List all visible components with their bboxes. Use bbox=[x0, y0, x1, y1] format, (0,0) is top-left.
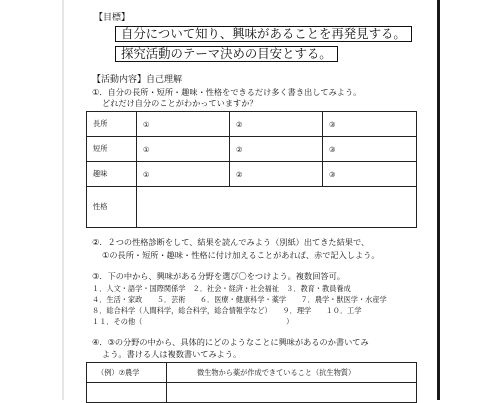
table-row-weaknesses bbox=[87, 137, 417, 162]
q4-line-2: よう。書ける人は複数書いてみよう。 bbox=[102, 349, 242, 359]
hobby-cell-3[interactable]: ③ bbox=[323, 162, 417, 187]
goal-line-1: 自分について知り、興味があることを再発見する。 bbox=[115, 26, 412, 42]
example-field-label: （例）⑦農学 bbox=[87, 363, 167, 383]
strength-cell-2[interactable]: ② bbox=[230, 112, 323, 137]
field-list-line-4: １１．その他（ ） bbox=[92, 317, 294, 326]
q4-line-1: ④．③の分野の中から、具体的にどのようなことに興味があるのか書いてみ bbox=[92, 337, 369, 347]
q1-line-2: どれだけ自分のことがわかっていますか？ bbox=[102, 98, 258, 108]
row-label-strengths: 長所 bbox=[87, 112, 137, 137]
strength-cell-3[interactable]: ③ bbox=[323, 112, 417, 137]
interest-table bbox=[86, 362, 417, 403]
weakness-cell-3[interactable]: ③ bbox=[323, 137, 417, 162]
table-row-hobbies bbox=[87, 162, 417, 187]
hobby-cell-1[interactable]: ① bbox=[137, 162, 230, 187]
activity-heading: 【活動内容】自己理解 bbox=[92, 75, 183, 85]
row-label-hobbies: 趣味 bbox=[87, 162, 137, 187]
row-label-personality: 性格 bbox=[87, 187, 137, 228]
field-list-line-2: ４．生活・家政 ５．芸術 ６．医療・健康科学・薬学 ７．農学・獣医学・水産学 bbox=[92, 295, 387, 304]
example-interest-text: 微生物から薬が作成できていること（抗生物質） bbox=[167, 363, 417, 383]
goal-heading: 【目標】 bbox=[94, 13, 131, 23]
weakness-cell-1[interactable]: ① bbox=[137, 137, 230, 162]
page-right-border bbox=[437, 0, 440, 400]
hobby-cell-2[interactable]: ② bbox=[230, 162, 323, 187]
left-margin-line bbox=[62, 0, 64, 400]
q1-line-1: ①．自分の長所・短所・趣味・性格をできるだけ多く書き出してみよう。 bbox=[92, 87, 362, 97]
self-analysis-table bbox=[86, 111, 417, 228]
field-list-line-1: １．人文・語学・国際関係学 ２．社会・経済・社会福祉 ３．教育・教員養成 bbox=[92, 284, 351, 293]
goal-line-2: 探究活動のテーマ決めの目安とする。 bbox=[115, 46, 338, 62]
row-label-weaknesses: 短所 bbox=[87, 137, 137, 162]
weakness-cell-2[interactable]: ② bbox=[230, 137, 323, 162]
q3-line-1: ③．下の中から、興味がある分野を選び〇をつけよう。複数回答可。 bbox=[92, 271, 345, 281]
personality-cell[interactable] bbox=[137, 187, 417, 228]
table-row-personality bbox=[87, 187, 417, 228]
strength-cell-1[interactable]: ① bbox=[137, 112, 230, 137]
q2-line-2: ①の長所・短所・趣味・性格に付け加えることがあれば、赤で記入しよう。 bbox=[102, 250, 380, 260]
example-row bbox=[87, 363, 417, 383]
field-list-line-3: ８．総合科学（人間科学，総合科学，総合情報学など） ９．理学 １０．工学 bbox=[92, 306, 362, 315]
q2-line-1: ②．２つの性格診断をして、結果を読んでみよう（別紙）出てきた結果で、 bbox=[92, 237, 370, 247]
table-row-strengths bbox=[87, 112, 417, 137]
